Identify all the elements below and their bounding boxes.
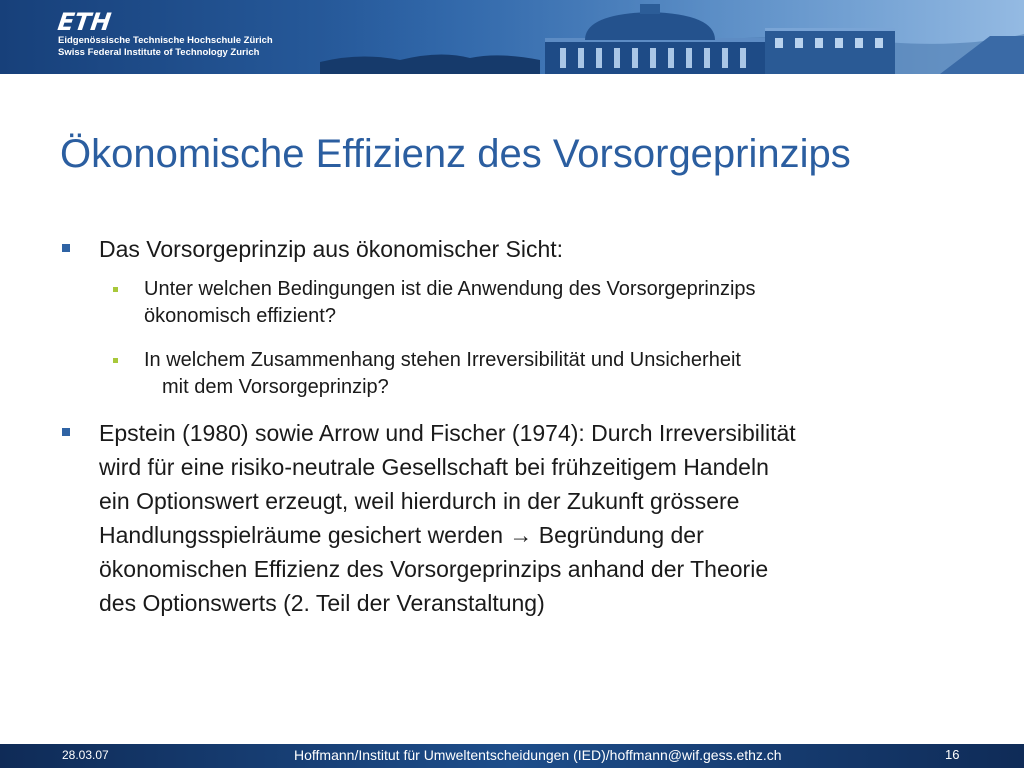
square-bullet-icon [113,358,118,363]
bullet-sub-1 [62,276,982,330]
slide-title: Ökonomische Effizienz des Vorsorgeprinzips [60,132,851,176]
bullet-main-2 [62,416,982,620]
eth-logo-line-german: Eidgenössische Technische Hochschule Zürich [58,35,273,46]
bullet-text-line: Handlungsspielräume gesichert werden → Begründung der [99,522,704,548]
bullet-text-line: ein Optionswert erzeugt, weil hierdurch in der Zukunft grössere [99,488,740,514]
page-number: 16 [945,747,960,762]
bullet-sub-2 [62,347,982,401]
bullet-text: Das Vorsorgeprinzip aus ökonomischer Sicht: [99,236,564,262]
eth-logo [58,10,273,58]
square-bullet-icon [62,428,70,436]
eth-logo-mark: ETH [56,8,113,36]
bullet-text-line: ökonomisch effizient? [144,305,336,327]
bullet-text-line: ökonomischen Effizienz des Vorsorgeprinzips anhand der Theorie [99,556,769,582]
bullet-main-1 [62,232,982,266]
bullet-text-line: mit dem Vorsorgeprinzip? [162,376,389,398]
eth-logo-line-english: Swiss Federal Institute of Technology Zurich [58,46,260,58]
bullet-text-line: des Optionswerts (2. Teil der Veranstaltung) [99,590,545,616]
slide-content [62,232,982,620]
footer-info: Hoffmann/Institut für Umweltentscheidungen (IED)/hoffmann@wif.gess.ethz.ch [294,747,782,763]
bullet-text-line: In welchem Zusammenhang stehen Irreversibilität und Unsicherheit [144,349,741,371]
footer-date: 28.03.07 [62,748,109,762]
header-banner [0,0,1024,74]
footer-bar [0,744,1024,768]
square-bullet-icon [113,287,118,292]
bullet-text-line: wird für eine risiko-neutrale Gesellschaft bei frühzeitigem Handeln [99,454,769,480]
square-bullet-icon [62,244,70,252]
bullet-text-line: Epstein (1980) sowie Arrow und Fischer (1974): Durch Irreversibilität [99,420,796,446]
bullet-text-line: Unter welchen Bedingungen ist die Anwendung des Vorsorgeprinzips [144,278,756,300]
